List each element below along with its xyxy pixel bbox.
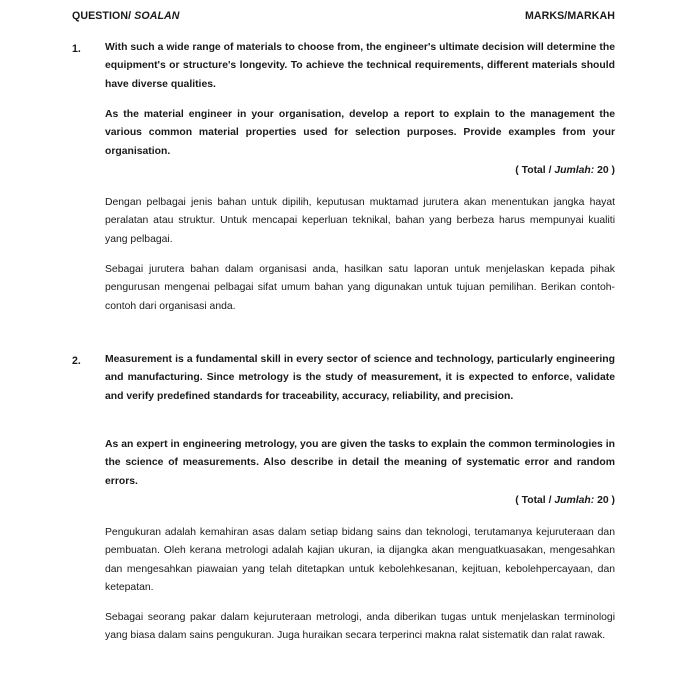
question-2-number: 2. <box>72 355 81 367</box>
question-1-total <box>515 165 615 176</box>
question-2-total <box>515 495 615 506</box>
total-value: 20 ) <box>594 495 615 506</box>
question-1-number: 1. <box>72 43 81 55</box>
question-label: QUESTION/ <box>72 10 132 22</box>
question-2-malay-context: Pengukuran adalah kemahiran asas dalam setiap bidang sains dan teknologi, terutamanya kejuruteraan dan pembuatan. Oleh kerana metrologi adalah kajian ukuran, ia dijangka akan menguatkuasakan, mengesahkan dan mengesahkan piawaian yang telah ditetapkan untuk kebolehkesanan, kejituan, kebolehpercayaan, dan ketepatan. <box>105 527 615 594</box>
jumlah-label: Jumlah: <box>554 495 595 506</box>
question-2-malay-task: Sebagai seorang pakar dalam kejuruteraan metrologi, anda diberikan tugas untuk menjelaskan terminologi yang biasa dalam sains pengukuran. Juga huraikan secara terperinci makna ralat sistematik dan ralat rawak. <box>105 612 615 642</box>
question-1-english-task: As the material engineer in your organisation, develop a report to explain to the management the various common material properties used for selection purposes. Provide examples from your organisation. <box>105 109 615 157</box>
question-2-english-context: Measurement is a fundamental skill in every sector of science and technology, particularly engineering and manufacturing. Since metrology is the study of measurement, it is expected to enforce, validate and verify predefined standards for traceability, accuracy, reliability, and precision. <box>105 354 615 402</box>
question-1-malay-task: Sebagai jurutera bahan dalam organisasi anda, hasilkan satu laporan untuk menjelaskan kepada pihak pengurusan mengenai pelbagai sifat umum bahan yang digunakan untuk tujuan pemilihan. Berikan contoh-contoh dari organisasi anda. <box>105 264 615 312</box>
total-label: ( Total / <box>515 495 555 506</box>
marks-header: MARKS/MARKAH <box>524 10 615 22</box>
question-label-malay: SOALAN <box>134 10 180 22</box>
total-label: ( Total / <box>515 165 555 176</box>
total-value: 20 ) <box>594 165 615 176</box>
question-1-malay-context: Dengan pelbagai jenis bahan untuk dipilih, keputusan muktamad jurutera akan menentukan jangka hayat peralatan atau struktur. Untuk mencapai keperluan teknikal, bahan yang berbeza harus mempunyai kualiti yang pelbagai. <box>105 197 615 245</box>
question-header <box>72 10 180 22</box>
question-2-english-task: As an expert in engineering metrology, you are given the tasks to explain the common terminologies in the science of measurements. Also describe in detail the meaning of systematic error and random errors. <box>105 439 615 487</box>
question-1-english-context: With such a wide range of materials to choose from, the engineer's ultimate decision will determine the equipment's or structure's longevity. To achieve the technical requirements, different materials should have diverse qualities. <box>105 42 615 90</box>
jumlah-label: Jumlah: <box>554 165 595 176</box>
